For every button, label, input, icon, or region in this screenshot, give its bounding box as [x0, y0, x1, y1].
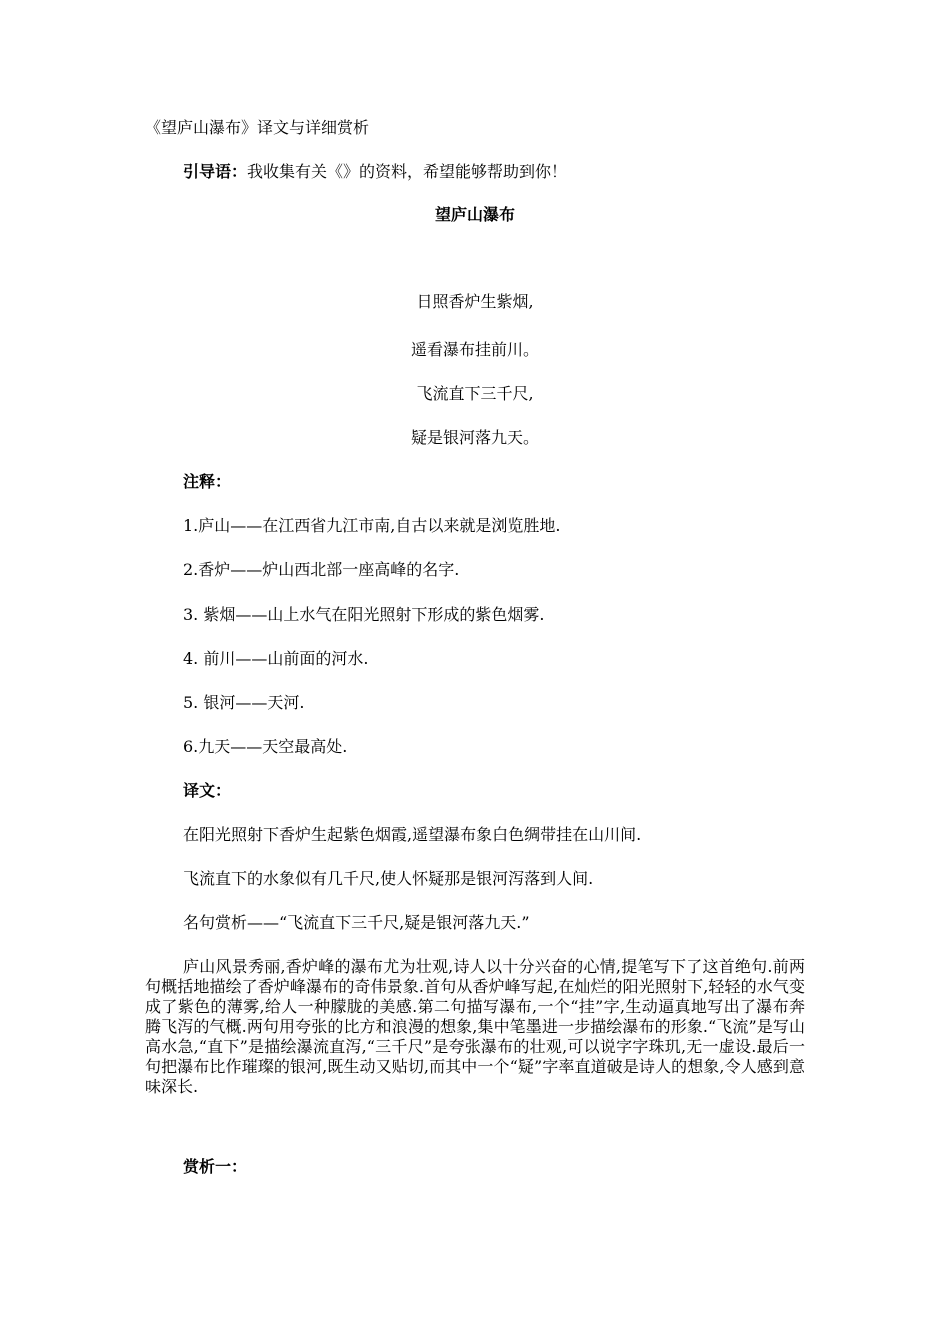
translation-heading: 译文： — [183, 781, 232, 800]
intro-label: 引导语： — [183, 162, 248, 181]
notes-heading: 注释： — [183, 472, 232, 491]
poem-line: 疑是银河落九天。 — [410, 428, 539, 447]
appreciation-heading: 赏析一： — [183, 1157, 248, 1176]
poem-title: 望庐山瀑布 — [434, 205, 515, 224]
note-item: 3. 紫烟——山上水气在阳光照射下形成的紫色烟雾. — [183, 605, 545, 624]
poem-line: 遥看瀑布挂前川。 — [410, 340, 539, 359]
translation-line: 飞流直下的水象似有几千尺,使人怀疑那是银河泻落到人间. — [183, 869, 594, 888]
intro-paragraph — [183, 162, 567, 182]
famous-line-appreciation: 名句赏析——“飞流直下三千尺,疑是银河落九天.” — [183, 913, 530, 932]
analysis-paragraph: 庐山风景秀丽,香炉峰的瀑布尤为壮观,诗人以十分兴奋的心情,提笔写下了这首绝句.前两句概括地描绘了香炉峰瀑布的奇伟景象.首句从香炉峰写起,在灿烂的阳光照射下,轻轻的水气变成了紫色的薄雾,给人一种朦胧的美感.第二句描写瀑布,一个“挂”字,生动逼真地写出了瀑布奔腾飞泻的气概.两句用夸张的比方和浪漫的想象,集中笔墨进一步描绘瀑布的形象.“飞流”是写山高水急,“直下”是描绘瀑流直泻,“三千尺”是夸张瀑布的壮观,可以说字字珠玑,无一虚设.最后一句把瀑布比作璀璨的银河,既生动又贴切,而其中一个“疑”字率直道破是诗人的想象,令人感到意味深长. — [145, 957, 805, 1096]
note-item: 4. 前川——山前面的河水. — [183, 649, 369, 668]
translation-line: 在阳光照射下香炉生起紫色烟霞,遥望瀑布象白色绸带挂在山川间. — [183, 825, 642, 844]
poem-line: 飞流直下三千尺, — [416, 384, 534, 403]
intro-text: 我收集有关《》的资料，希望能够帮助到你！ — [247, 162, 568, 181]
poem-line: 日照香炉生紫烟, — [416, 292, 534, 311]
note-item: 5. 银河——天河. — [183, 693, 305, 712]
note-item: 2.香炉——炉山西北部一座高峰的名字. — [183, 560, 460, 579]
note-item: 1.庐山——在江西省九江市南,自古以来就是浏览胜地. — [183, 516, 561, 535]
document-title: 《望庐山瀑布》译文与详细赏析 — [145, 118, 370, 137]
note-item: 6.九天——天空最高处. — [183, 737, 348, 756]
